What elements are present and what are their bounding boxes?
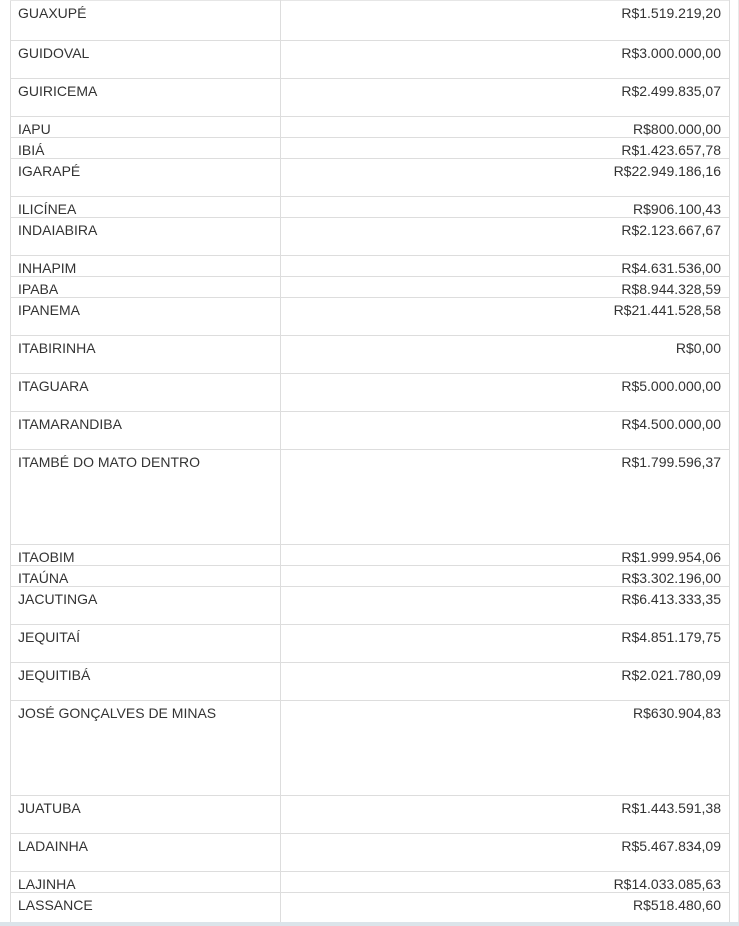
valor-cell: R$1.999.954,06	[281, 545, 730, 566]
table-row	[11, 587, 730, 625]
valor-cell: R$5.467.834,09	[281, 834, 730, 872]
valor-cell: R$1.519.219,20	[281, 1, 730, 41]
valor-cell: R$906.100,43	[281, 197, 730, 218]
municipio-cell: IGARAPÉ	[11, 159, 281, 197]
municipio-cell: IBIÁ	[11, 138, 281, 159]
table-row	[11, 450, 730, 545]
municipio-cell: LADAINHA	[11, 834, 281, 872]
valor-cell: R$2.021.780,09	[281, 663, 730, 701]
table-row	[11, 625, 730, 663]
valor-cell: R$2.499.835,07	[281, 79, 730, 117]
valor-cell: R$8.944.328,59	[281, 277, 730, 298]
table-row	[11, 336, 730, 374]
table-row	[11, 412, 730, 450]
valor-cell: R$3.000.000,00	[281, 41, 730, 79]
valor-cell: R$1.423.657,78	[281, 138, 730, 159]
municipio-cell: IAPU	[11, 117, 281, 138]
municipio-cell: ILICÍNEA	[11, 197, 281, 218]
table-row	[11, 256, 730, 277]
valor-cell: R$800.000,00	[281, 117, 730, 138]
municipio-cell: IPANEMA	[11, 298, 281, 336]
table-row	[11, 796, 730, 834]
table-row	[11, 138, 730, 159]
table-row	[11, 872, 730, 893]
valor-cell: R$6.413.333,35	[281, 587, 730, 625]
municipio-cell: GUAXUPÉ	[11, 1, 281, 41]
municipio-cell: LASSANCE	[11, 893, 281, 924]
table-row	[11, 1, 730, 41]
municipio-cell: GUIRICEMA	[11, 79, 281, 117]
valor-cell: R$22.949.186,16	[281, 159, 730, 197]
municipio-cell: INDAIABIRA	[11, 218, 281, 256]
table-row	[11, 663, 730, 701]
table-row	[11, 374, 730, 412]
municipio-cell: LAJINHA	[11, 872, 281, 893]
municipio-cell: JOSÉ GONÇALVES DE MINAS	[11, 701, 281, 796]
municipio-cell: JEQUITAÍ	[11, 625, 281, 663]
valor-cell: R$4.500.000,00	[281, 412, 730, 450]
municipio-cell: JEQUITIBÁ	[11, 663, 281, 701]
municipio-cell: GUIDOVAL	[11, 41, 281, 79]
valor-cell: R$518.480,60	[281, 893, 730, 924]
valor-cell: R$4.631.536,00	[281, 256, 730, 277]
valor-cell: R$5.000.000,00	[281, 374, 730, 412]
municipios-table-container	[10, 0, 730, 924]
table-row	[11, 159, 730, 197]
municipio-cell: ITAMARANDIBA	[11, 412, 281, 450]
valor-cell: R$4.851.179,75	[281, 625, 730, 663]
valor-cell: R$21.441.528,58	[281, 298, 730, 336]
table-row	[11, 117, 730, 138]
valor-cell: R$1.443.591,38	[281, 796, 730, 834]
municipio-cell: IPABA	[11, 277, 281, 298]
table-row	[11, 298, 730, 336]
table-row	[11, 566, 730, 587]
municipio-cell: JUATUBA	[11, 796, 281, 834]
table-row	[11, 893, 730, 924]
table-row	[11, 218, 730, 256]
table-row	[11, 197, 730, 218]
valor-cell: R$14.033.085,63	[281, 872, 730, 893]
municipio-cell: ITAÚNA	[11, 566, 281, 587]
municipio-cell: ITAGUARA	[11, 374, 281, 412]
municipio-cell: ITABIRINHA	[11, 336, 281, 374]
horizontal-scrollbar[interactable]	[0, 922, 739, 926]
table-row	[11, 277, 730, 298]
valor-cell: R$1.799.596,37	[281, 450, 730, 545]
municipios-table	[10, 0, 730, 924]
valor-cell: R$3.302.196,00	[281, 566, 730, 587]
table-row	[11, 545, 730, 566]
valor-cell: R$2.123.667,67	[281, 218, 730, 256]
table-row	[11, 834, 730, 872]
table-row	[11, 41, 730, 79]
municipio-cell: ITAOBIM	[11, 545, 281, 566]
valor-cell: R$630.904,83	[281, 701, 730, 796]
table-row	[11, 701, 730, 796]
municipio-cell: ITAMBÉ DO MATO DENTRO	[11, 450, 281, 545]
municipio-cell: INHAPIM	[11, 256, 281, 277]
municipio-cell: JACUTINGA	[11, 587, 281, 625]
table-row	[11, 79, 730, 117]
valor-cell: R$0,00	[281, 336, 730, 374]
